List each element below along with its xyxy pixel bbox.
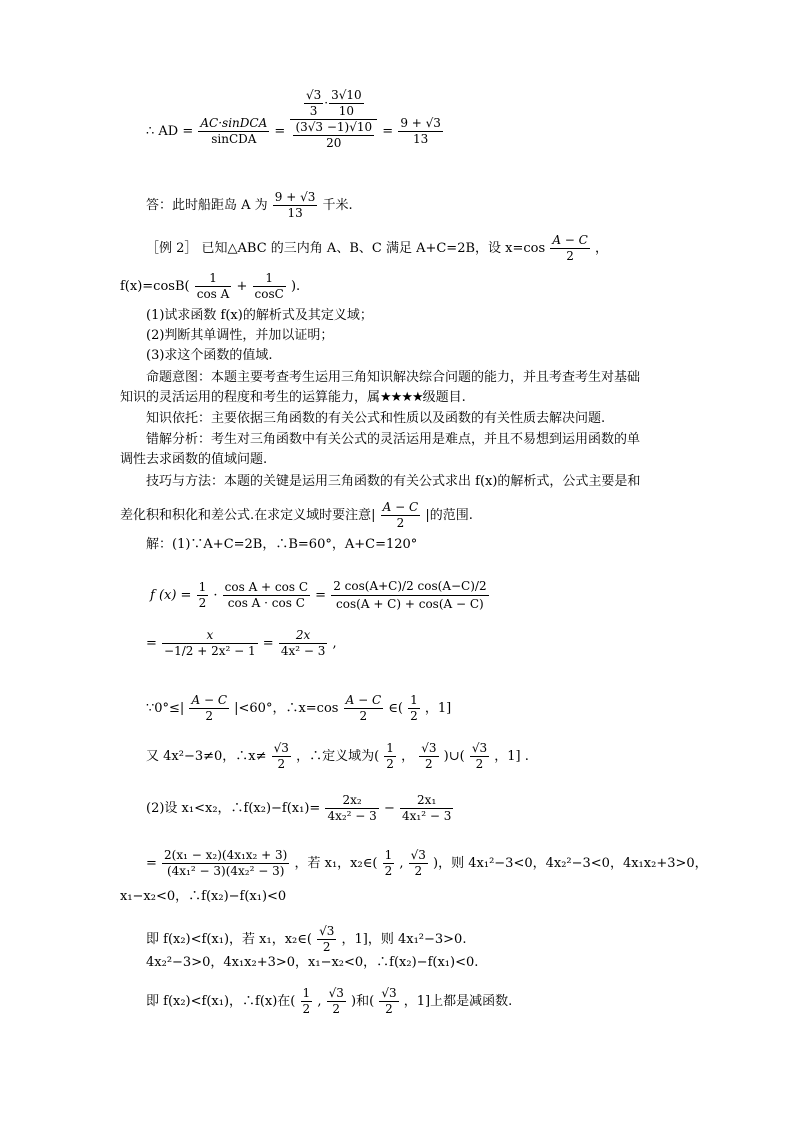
part7-half: $\frac{1}{2}$ [302,986,311,1016]
result-fraction: $\frac{2x}{\text{4x² − 3}}$ [280,628,326,658]
solution-1: 解：(1)∵A+C=2B，∴B=60°，A+C=120° [146,537,418,552]
technique-line-2 [120,500,473,531]
part3-sqrt: $\frac{√3}{2}$ [410,848,426,878]
comma: , [399,856,404,871]
comma: , [317,994,322,1009]
domain-line [146,741,529,772]
example-fraction: $\frac{A - C}{2}$ [552,233,588,263]
equals: = [274,124,286,139]
difficulty-stars: ★★★★ [380,390,423,405]
technique-tail: |的范围. [425,508,473,523]
fx-definition [120,271,300,302]
part7-sqrt: $\frac{√3}{2}$ [328,986,344,1016]
fx-def-prefix: f(x)=cosB( [120,279,190,294]
range-end: ，1] [424,701,452,716]
technique-line-1: 技巧与方法：本题的关键是运用三角函数的有关公式求出 f(x)的解析式，公式主要是和 [146,474,641,489]
part4-line: x₁−x₂<0，∴f(x₂)−f(x₁)<0 [120,889,287,904]
technique-fraction: $\frac{A - C}{2}$ [382,500,419,530]
domain-sqrt-fraction-3: $\frac{√3}{2}$ [471,741,488,771]
ad-result: $\frac{9 + √3}{13}$ [400,116,441,146]
error-line-1: 错解分析：考生对三角函数中有关公式的灵活运用是难点，并且不易想到运用函数的单 [146,432,641,447]
part3-half: $\frac{1}{2}$ [384,848,393,878]
answer-line [146,190,353,221]
part5-start: 即 f(x₂)<f(x₁)，若 x₁，x₂∈( [146,932,312,947]
equals: = [382,124,394,139]
domain-half: $\frac{1}{2}$ [386,741,394,771]
fx-def-frac1: $\frac{1}{\text{cos A}}$ [196,271,230,301]
question-2: (2)判断其单调性，并加以证明； [146,328,334,343]
equals: = [315,588,327,603]
sum-to-product-fraction: $\frac{2 \cos(A+C)/2 \cos(A-C)/2}{\cos(A + C) + \cos(A - C)}$ [333,579,487,611]
domain-sqrt-fraction: $\frac{√3}{2}$ [273,741,289,771]
range-line [146,693,451,724]
range-in: ∈( [388,701,403,716]
example-heading [146,233,608,264]
part3-line [146,848,708,879]
range-start: ∵0°≤| [146,701,185,716]
question-3: (3)求这个函数的值域. [146,348,273,363]
knowledge-support: 知识依托：主要依据三角函数的有关公式和性质以及函数的有关性质去解决问题. [146,411,606,426]
fx-def-frac2: $\frac{1}{\cos C}$ [254,271,284,301]
half-fraction: $\frac{1}{2}$ [198,580,207,610]
error-line-2: 调性去求函数的值域问题. [120,452,268,467]
technique-text: 差化积和积化和差公式.在求定义域时要注意| [120,508,376,523]
part5-tail: ，1]，则 4x₁²−3>0. [341,932,467,947]
x-fraction: $\frac{x}{\text{−1/2 + 2x² − 1}}$ [164,628,256,658]
answer-fraction: $\frac{9 + √3}{13}$ [274,190,316,220]
cos-fraction: $\frac{\text{cos A + cos C}}{\text{cos A · cos C}}$ [224,580,309,610]
domain-start: 又 4x²−3≠0，∴x≠ [146,749,267,764]
part7-line [146,986,512,1017]
minus: − [383,801,395,816]
part7-sqrt-2: $\frac{√3}{2}$ [381,986,397,1016]
part3-condition: ，若 x₁，x₂∈( [294,856,378,871]
intent-text: 知识的灵活运用的程度和考生的运算能力，属 [120,390,381,405]
intent-line-1: 命题意图：本题主要考查考生运用三角知识解决综合问题的能力，并且考查考生对基础 [146,370,641,385]
comma: , [332,636,337,651]
part5-line [146,924,466,955]
answer-prefix: 答：此时船距岛 A 为 [146,198,268,213]
part2-line [146,793,454,824]
fx-def-suffix: ). [290,279,301,294]
fx-derivation-2 [146,628,337,659]
part6-line: 4x₂²−3>0，4x₁x₂+3>0，x₁−x₂<0，∴f(x₂)−f(x₁)<0. [146,955,479,970]
intent-tail: 级题目. [422,390,466,405]
question-1: (1)试求函数 f(x)的解析式及其定义域； [146,308,373,323]
range-fraction-1: $\frac{A - C}{2}$ [191,693,227,723]
equals: = [262,636,274,651]
part2-frac-2: $\frac{\text{2x₁}}{\text{4x₁² − 3}}$ [401,793,452,823]
range-half: $\frac{1}{2}$ [410,693,418,723]
part5-sqrt: $\frac{√3}{2}$ [319,924,335,954]
domain-sqrt-fraction-2: $\frac{√3}{2}$ [421,741,437,771]
part7-tail: ，1]上都是减函数. [403,994,513,1009]
answer-suffix: 千米. [322,198,353,213]
dot: · [213,588,218,603]
domain-end: ，1] . [494,749,529,764]
fx-derivation-1 [150,578,490,613]
union: )∪( [443,749,465,764]
ad-fraction: $\frac{\text{AC·sinDCA}}{\text{sinCDA}}$ [200,116,268,146]
fx-lhs: f (x) = [150,588,192,603]
part3-tail: )，则 4x₁²−3<0，4x₂²−3<0，4x₁x₂+3>0， [433,856,708,871]
part3-fraction: $\frac{\text{2(x₁ − x₂)(4x₁x₂ + 3)}}{\text{(4x₁² − 3)(4x₂² − 3)}}$ [164,848,288,878]
formula-ad [146,88,444,151]
plus: + [236,279,248,294]
part2-start: (2)设 x₁<x₂，∴f(x₂)−f(x₁)= [146,801,321,816]
ad-prefix: ∴ AD = [146,124,194,139]
part7-and: )和( [351,994,375,1009]
part2-frac-1: $\frac{\text{2x₂}}{\text{4x₂² − 3}}$ [327,793,377,823]
ad-compound-fraction: $\frac{√3}{3}$ · $\frac{3√10}{10}$ $\frac{(3√3 -1)√10}{20}$ [290,88,377,151]
range-fraction-2: $\frac{A - C}{2}$ [345,693,382,723]
equals: = [146,856,157,871]
part7-start: 即 f(x₂)<f(x₁)，∴f(x)在( [146,994,296,1009]
domain-mid: ，∴定义域为( [296,749,380,764]
example-text: ［例 2］ 已知△ABC 的三内角 A、B、C 满足 A+C=2B，设 x=cos [146,241,546,256]
range-mid: |<60°，∴x=cos [234,701,339,716]
comma: ， [401,749,415,764]
intent-line-2 [120,390,466,406]
equals: = [146,636,157,651]
example-tail: ， [594,241,608,256]
